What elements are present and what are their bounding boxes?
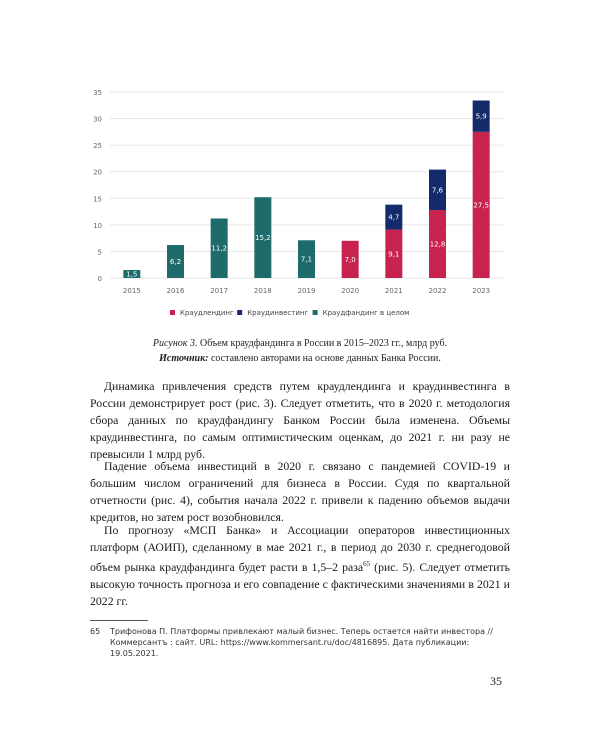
y-tick-label: 25 — [93, 142, 102, 151]
x-tick-label: 2019 — [297, 287, 316, 295]
y-tick-label: 10 — [93, 221, 102, 230]
source-label: Источник: — [159, 353, 209, 364]
footnote-divider — [90, 620, 148, 621]
paragraph-2: Падение объема инвестиций в 2020 г. связано с пандемией COVID-19 и большим числом ограничений для бизнеса в России. Судя по квартальной отчетности (рис. 4), события начала 2022 г. привели к падению объемов выдачи кредитов, но затем рост возобновился. — [90, 459, 510, 524]
y-tick-label: 35 — [93, 89, 102, 97]
bar-value-label: 7,0 — [344, 255, 356, 264]
figure-source — [0, 351, 600, 366]
x-tick-label: 2015 — [122, 287, 141, 295]
bar-value-label: 7,1 — [300, 255, 313, 264]
bar-value-label: 27,5 — [473, 201, 489, 210]
figure-label: Рисунок 3. — [152, 338, 198, 349]
legend-swatch — [170, 310, 175, 315]
x-tick-label: 2016 — [166, 287, 185, 295]
bar-value-label: 4,7 — [388, 213, 400, 222]
bar-value-label: 1,5 — [126, 270, 138, 279]
x-tick-label: 2020 — [341, 287, 360, 295]
footnote — [90, 626, 510, 659]
source-text: составлено авторами на основе данных Банка России. — [208, 353, 441, 364]
paragraph-3 — [90, 522, 510, 610]
paragraph-3-end: (рис. 5). Следует отметить высокую точность прогноза и его совпадение с фактическими значениями в 2021 и 2022 гг. — [90, 559, 510, 608]
legend-label: Краудинвестинг — [247, 309, 309, 317]
page-number: 35 — [490, 674, 502, 688]
legend-swatch — [313, 310, 318, 315]
paragraph-1: Динамика привлечения средств путем краудлендинга и краудинвестинга в России демонстрирует рост (рис. 3). Следует отметить, что в 2020 г. методология сбора данных по краудфандингу Банком России была изменена. Объемы краудинвестинга, по самым оптимистическим оценкам, до 2021 г. ни разу не превысили 1 млрд руб. — [90, 379, 510, 461]
y-tick-label: 0 — [97, 275, 102, 283]
x-tick-label: 2023 — [472, 287, 491, 295]
legend-swatch — [237, 310, 242, 315]
bar-value-label: 5,9 — [475, 112, 487, 121]
x-tick-label: 2018 — [253, 287, 272, 295]
figure-title: Объем краудфандинга в России в 2015–2023 гг., млрд руб. — [197, 338, 448, 349]
footnote-reference[interactable]: 65 — [363, 560, 371, 568]
footnote-number: 65 — [90, 627, 101, 636]
y-tick-label: 30 — [93, 115, 102, 124]
x-tick-label: 2022 — [428, 287, 447, 295]
x-tick-label: 2021 — [384, 287, 403, 295]
paragraph-3-start: По прогнозу «МСП Банка» и Ассоциации операторов инвестиционных платформ (АОИП), сделанному в мае 2021 г., в период до 2030 г. среднегодовой объем рынка краудфандинга будет расти в 1,5–2 раза — [90, 523, 510, 574]
bar-value-label: 12,8 — [429, 240, 446, 249]
bar-value-label: 7,6 — [431, 186, 444, 195]
x-tick-label: 2017 — [210, 287, 229, 295]
crowdfunding-bar-chart — [88, 80, 508, 330]
y-tick-label: 20 — [93, 168, 102, 177]
bar-value-label: 15,2 — [255, 234, 271, 243]
bar-value-label: 6,2 — [169, 258, 182, 267]
y-tick-label: 15 — [93, 195, 102, 204]
bar-value-label: 9,1 — [388, 250, 400, 259]
legend-label: Краудлендинг — [180, 309, 234, 317]
figure-caption — [0, 336, 600, 351]
legend-label: Краудфандинг в целом — [322, 309, 410, 317]
footnote-text: Трифонова П. Платформы привлекают малый бизнес. Теперь остается найти инвестора // Коммерсантъ : сайт. URL: https://www.kommersant.ru/doc/4816895. Дата публикации: 19.05.2021. — [110, 627, 493, 658]
bar-value-label: 11,2 — [211, 244, 227, 253]
y-tick-label: 5 — [97, 248, 102, 257]
